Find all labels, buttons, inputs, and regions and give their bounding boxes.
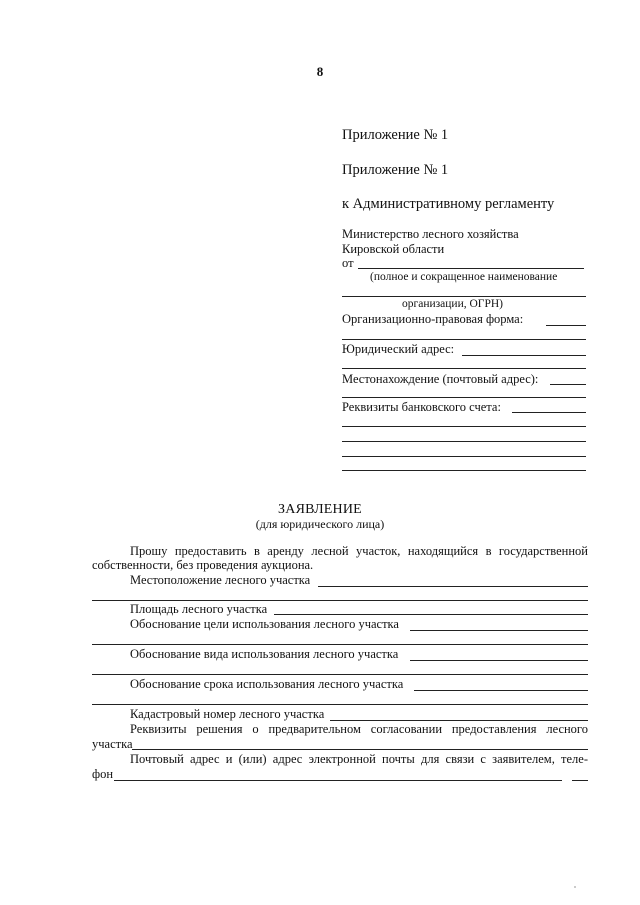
use-type-field-line-2[interactable] [92,674,588,675]
name-hint-1: (полное и сокращенное наименование [370,271,558,283]
cadastral-field[interactable] [330,720,588,721]
ministry-line-2: Кировской области [342,242,445,256]
contact-field-tail[interactable] [572,780,588,781]
from-label: от [342,256,354,270]
statement-title: ЗАЯВЛЕНИЕ [278,502,362,517]
name-field-line[interactable] [342,296,586,297]
legal-address-label: Юридический адрес: [342,342,455,356]
decision-line-2: участка [92,737,133,751]
ministry-line-1: Министерство лесного хозяйства [342,227,519,241]
appendix-heading-1: Приложение № 1 [342,127,449,143]
name-hint-2: организации, ОГРН) [402,298,503,310]
scan-speck [574,886,576,888]
postal-address-line-2[interactable] [342,397,586,398]
legal-form-label: Организационно-правовая форма: [342,312,524,326]
area-field[interactable] [274,614,588,615]
purpose-label: Обоснование цели использования лесного участка [130,617,399,631]
purpose-field[interactable] [410,630,588,631]
location-label: Местоположение лесного участка [130,573,311,587]
bank-details-line-3[interactable] [342,441,586,442]
bank-details-line-2[interactable] [342,426,586,427]
bank-details-label: Реквизиты банковского счета: [342,400,501,414]
location-field[interactable] [318,586,588,587]
contact-field[interactable] [114,780,562,781]
bank-details-line-4[interactable] [342,456,586,457]
page-number: 8 [316,64,324,79]
cadastral-label: Кадастровый номер лесного участка [130,707,325,721]
location-field-line-2[interactable] [92,600,588,601]
purpose-field-line-2[interactable] [92,644,588,645]
decision-field[interactable] [132,749,588,750]
request-line-2: собственности, без проведения аукциона. [92,558,314,572]
request-line-1: Прошу предоставить в аренду лесной участок, находящийся в государственной [130,544,588,558]
use-type-label: Обоснование вида использования лесного участка [130,647,399,661]
term-field-line-2[interactable] [92,704,588,705]
use-type-field[interactable] [410,660,588,661]
postal-address-label: Местонахождение (почтовый адрес): [342,372,539,386]
area-label: Площадь лесного участка [130,602,268,616]
legal-form-line-2[interactable] [342,339,586,340]
bank-details-field[interactable] [512,412,586,413]
legal-address-line-2[interactable] [342,368,586,369]
legal-form-field[interactable] [546,325,586,326]
contact-line-2: фон [92,767,114,781]
term-field[interactable] [414,690,588,691]
legal-address-field[interactable] [462,355,586,356]
decision-line-1: Реквизиты решения о предварительном согласовании предоставления лесного [130,722,588,736]
term-label: Обоснование срока использования лесного участка [130,677,404,691]
contact-line-1: Почтовый адрес и (или) адрес электронной почты для связи с заявителем, теле- [130,752,588,766]
postal-address-field[interactable] [550,384,586,385]
regulation-reference: к Административному регламенту [342,196,555,212]
appendix-heading-2: Приложение № 1 [342,162,449,178]
statement-subtitle: (для юридического лица) [255,517,385,531]
bank-details-line-5[interactable] [342,470,586,471]
from-field-line[interactable] [358,268,584,269]
